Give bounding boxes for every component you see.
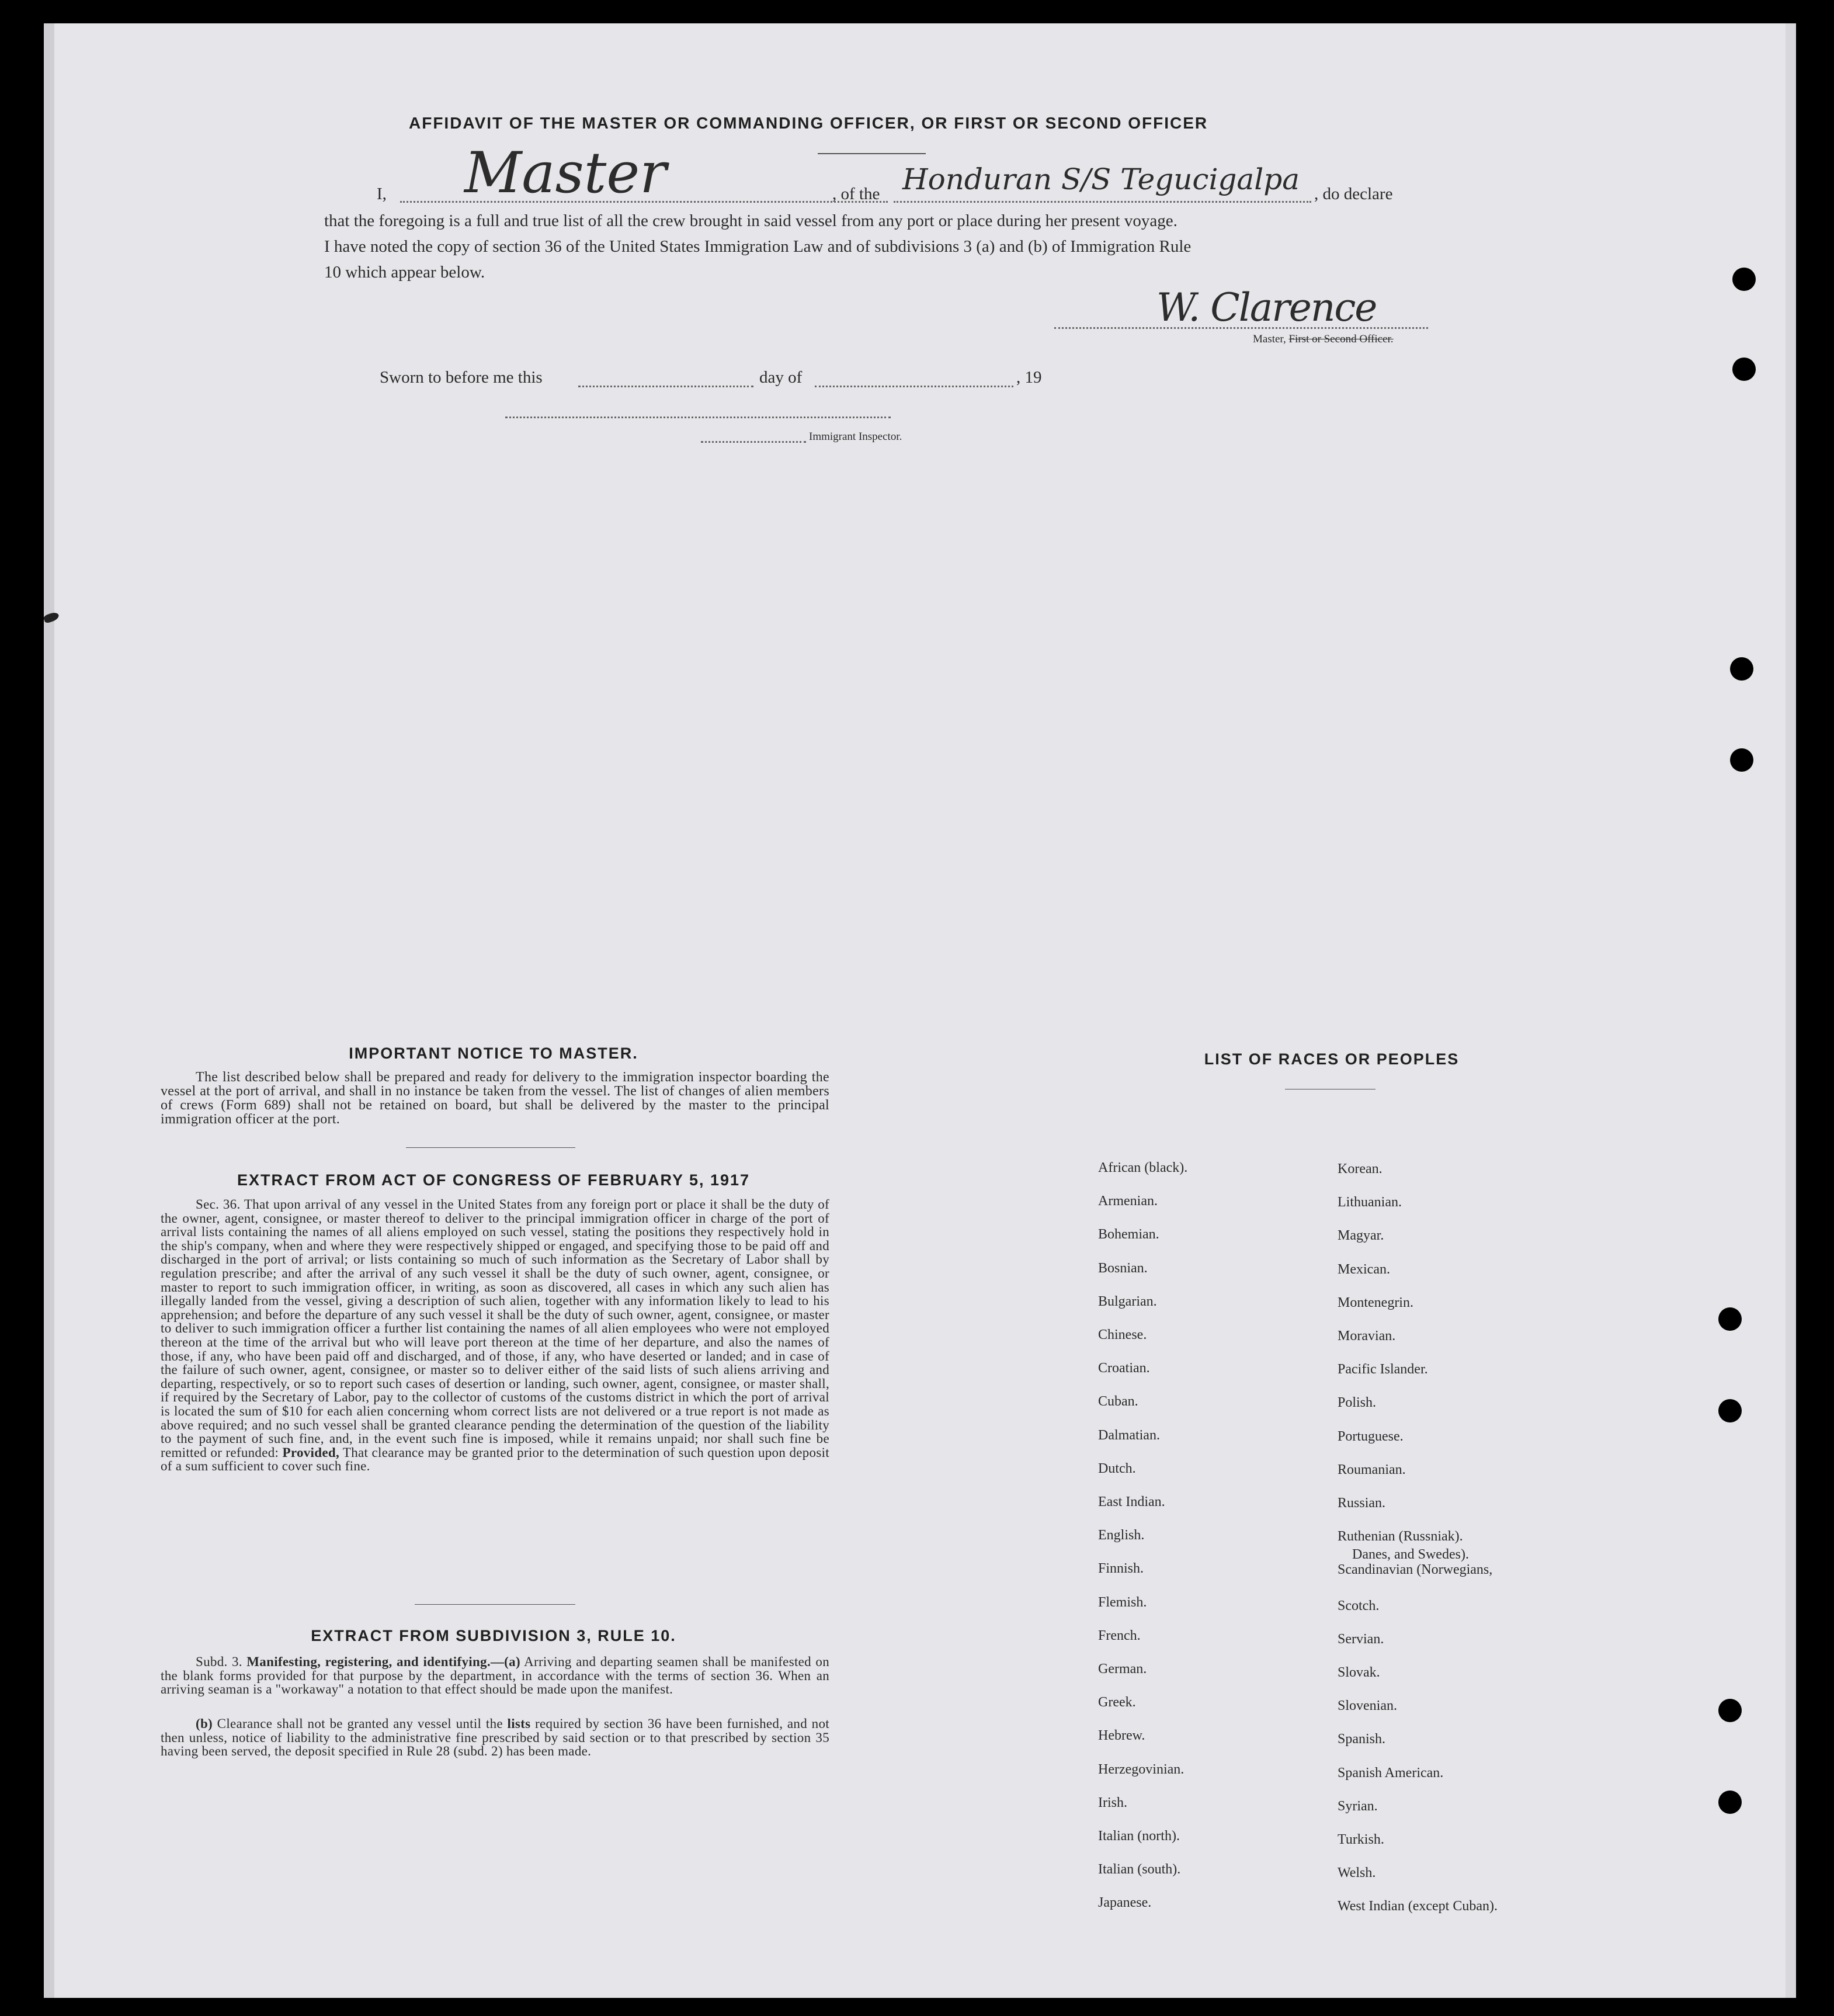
race-item: Polish.: [1338, 1395, 1377, 1411]
race-item: African (black).: [1098, 1160, 1188, 1175]
sworn-day-blank: [578, 386, 753, 387]
race-item: Italian (north).: [1098, 1828, 1180, 1844]
affidavit-do-declare: , do declare: [1314, 185, 1393, 203]
affidavit-of-the: , of the: [832, 185, 880, 203]
race-item: Dalmatian.: [1098, 1427, 1160, 1443]
race-item: Bohemian.: [1098, 1227, 1159, 1243]
title-rule: [818, 153, 926, 154]
sworn-year: , 19: [1016, 368, 1042, 387]
affidavit-line3: I have noted the copy of section 36 of the United States Immigration Law and of subdivisions 3 (a) and (b) of Immigration Rule: [324, 237, 1192, 256]
vessel-blank: [894, 201, 1311, 203]
right-edge-shadow: [1786, 23, 1796, 1998]
race-item: Italian (south).: [1098, 1862, 1181, 1878]
signature-caption: Master, First or Second Officer.: [1253, 333, 1394, 345]
act-text: Sec. 36. That upon arrival of any vessel in the United States from any foreign port or place it shall be the duty of the owner, agent, consignee, or master thereof to deliver to the principal immigration officer in charge of the port of arrival lists containing the names of all aliens employed on such vessel, stating the positions they respectively hold in the ship's company, when and where they were respectively shipped or engaged, and specifying those to be paid off and discharged in the port of arrival; or lists containing so much of such information as the Secretary of Labor shall by regulation prescribe; and after the arrival of any such vessel it shall be the duty of such owner, agent, consignee, or master to report to such immigration officer, in writing, as soon as discovered, all cases in which any such alien has illegally landed from the vessel, giving a description of such alien, together with any information likely to lead to his apprehension; and before the departure of any such vessel it shall be the duty of such owner, agent, consignee, or master to deliver to such immigration officer a further list containing the names of all alien employees who were not employed thereon at the time of the arrival but who will leave port thereon at the time of her departure, and also the names of those, if any, who have been paid off and discharged, and of those, if any, who have deserted or landed; and in case of the failure of such owner, agent, consignee, or master so to deliver either of the said lists of such aliens arriving and departing, respectively, or so to report such cases of desertion or landing, such owner, agent, consignee, or master shall, if required by the Secretary of Labor, pay to the collector of customs of the customs district in which the port of arrival is located the sum of $10 for each alien concerning whom correct lists are not delivered or a true report is not made as above required; and no such vessel shall be granted clearance pending the determination of the question of the liability to the payment of such fine, and, in the event such fine is imposed, while it remains unpaid; nor shall such fine be remitted or refunded: Provided, That clearance may be granted prior to the determination of such question upon deposit of a sum sufficient to cover such fine.: [161, 1197, 829, 1474]
punch-hole-5: [1718, 1307, 1742, 1331]
sworn-month-blank: [815, 386, 1013, 387]
affidavit-line4: 10 which appear below.: [324, 263, 485, 282]
rule-title: EXTRACT FROM SUBDIVISION 3, RULE 10.: [311, 1627, 676, 1644]
race-item: East Indian.: [1098, 1494, 1165, 1510]
race-item: Russian.: [1338, 1495, 1386, 1511]
inspector-caption: Immigrant Inspector.: [809, 431, 902, 443]
inspector-signature-blank: [505, 417, 891, 418]
race-item: Moravian.: [1338, 1328, 1396, 1344]
race-item: Herzegovinian.: [1098, 1761, 1185, 1777]
handwritten-vessel: Honduran S/S Tegucigalpa: [902, 162, 1300, 196]
notice-text: The list described below shall be prepared and ready for delivery to the immigration inspector boarding the vessel at the port of arrival, and shall in no instance be taken from the vessel. The list of changes of alien members of crews (Form 689) shall not be retained on board, but shall be delivered by the master to the principal immigration officer at the port.: [161, 1070, 829, 1127]
act-title: EXTRACT FROM ACT OF CONGRESS OF FEBRUARY 5, 1917: [237, 1171, 751, 1189]
race-item: Greek.: [1098, 1695, 1136, 1710]
race-item: Finnish.: [1098, 1561, 1144, 1577]
race-item: Servian.: [1338, 1631, 1384, 1647]
notice-title: IMPORTANT NOTICE TO MASTER.: [349, 1045, 638, 1062]
left-edge-shadow: [44, 23, 54, 1998]
sworn-prefix: Sworn to before me this: [380, 368, 543, 387]
punch-hole-6: [1718, 1399, 1742, 1422]
race-item: Ruthenian (Russniak).: [1338, 1529, 1463, 1545]
race-item: Croatian.: [1098, 1361, 1150, 1376]
notice-rule: [406, 1147, 575, 1148]
race-item: Armenian.: [1098, 1193, 1158, 1209]
punch-hole-8: [1718, 1791, 1742, 1814]
race-item: Scotch.: [1338, 1598, 1380, 1614]
rule-b-text: (b) Clearance shall not be granted any vessel until the lists required by section 36 have been furnished, and not then unless, notice of liability to the administrative fine prescribed by said section or to that prescribed by section 35 having been served, the deposit specified in Rule 28 (subd. 2) has been made.: [161, 1716, 829, 1759]
race-item: Slovenian.: [1338, 1698, 1397, 1714]
sworn-day-label: day of: [759, 368, 803, 387]
race-item: Scandinavian (Norwegians,: [1338, 1562, 1493, 1578]
punch-hole-3: [1730, 657, 1753, 681]
race-scandinavian-continued: Danes, and Swedes).: [1352, 1547, 1469, 1562]
handwritten-name: Master: [464, 140, 667, 206]
race-item: Japanese.: [1098, 1895, 1152, 1911]
punch-hole-7: [1718, 1699, 1742, 1722]
affidavit-title: AFFIDAVIT OF THE MASTER OR COMMANDING OFFICER, OR FIRST OR SECOND OFFICER: [409, 114, 1208, 132]
race-item: Slovak.: [1338, 1665, 1380, 1680]
race-item: Pacific Islander.: [1338, 1362, 1428, 1377]
race-item: French.: [1098, 1628, 1141, 1643]
race-item: Korean.: [1338, 1161, 1383, 1177]
document-page: [44, 23, 1796, 1998]
race-item: Welsh.: [1338, 1865, 1376, 1881]
handwritten-signature: W. Clarence: [1156, 285, 1377, 330]
race-item: Montenegrin.: [1338, 1295, 1413, 1310]
race-item: Turkish.: [1338, 1832, 1384, 1847]
race-item: Spanish.: [1338, 1732, 1386, 1747]
affidavit-i-prefix: I,: [377, 185, 387, 203]
race-item: Magyar.: [1338, 1228, 1384, 1244]
race-item: Dutch.: [1098, 1460, 1136, 1476]
race-item: Mexican.: [1338, 1261, 1390, 1277]
race-item: German.: [1098, 1661, 1147, 1677]
act-rule: [415, 1604, 575, 1605]
race-item: West Indian (except Cuban).: [1338, 1899, 1498, 1914]
struck-caption: First or Second Officer.: [1288, 333, 1394, 345]
race-item: Roumanian.: [1338, 1462, 1406, 1477]
race-item: Bosnian.: [1098, 1260, 1148, 1276]
race-item: Lithuanian.: [1338, 1195, 1402, 1210]
race-item: Cuban.: [1098, 1394, 1138, 1410]
punch-hole-1: [1732, 268, 1756, 291]
rule-a-text: Subd. 3. Manifesting, registering, and identifying.—(a) Arriving and departing seamen shall be manifested on the blank forms provided for that purpose by the department, in accordance with the terms of section 36. When an arriving seaman is a "workaway" a notation to that effect should be made upon the manifest.: [161, 1654, 829, 1697]
race-item: Syrian.: [1338, 1798, 1378, 1814]
punch-hole-4: [1730, 748, 1753, 772]
race-item: Portuguese.: [1338, 1428, 1404, 1444]
inspector-name-blank: [701, 441, 806, 443]
race-item: Chinese.: [1098, 1327, 1147, 1342]
race-item: English.: [1098, 1528, 1145, 1543]
races-title: LIST OF RACES OR PEOPLES: [1204, 1050, 1460, 1068]
affidavit-line2: that the foregoing is a full and true list of all the crew brought in said vessel from any port or place during her present voyage.: [324, 211, 1177, 230]
race-item: Flemish.: [1098, 1594, 1147, 1610]
race-item: Hebrew.: [1098, 1728, 1145, 1744]
punch-hole-2: [1732, 358, 1756, 381]
race-item: Bulgarian.: [1098, 1293, 1157, 1309]
race-item: Spanish American.: [1338, 1765, 1444, 1781]
race-item: Irish.: [1098, 1795, 1127, 1810]
